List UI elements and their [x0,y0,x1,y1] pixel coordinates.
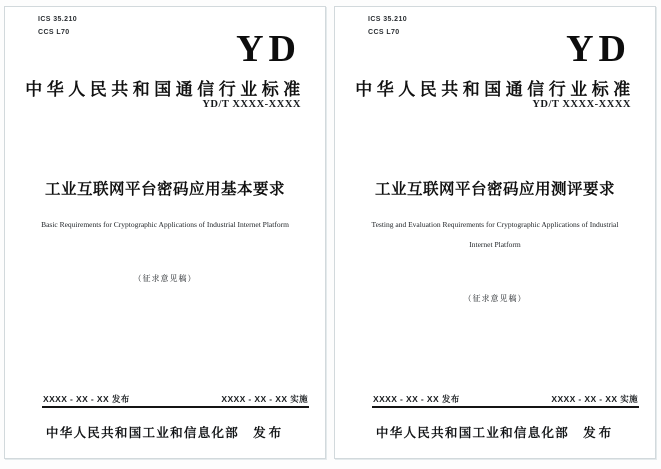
title-english-line-1: Testing and Evaluation Requirements for Cryptographic Applications of Industrial [371,220,619,229]
yd-logo: YD [566,28,631,70]
standard-number: YD/T XXXX-XXXX [202,99,301,110]
title-english-line-1: Basic Requirements for Cryptographic Applications of Industrial Internet Platform [41,220,289,229]
implement-date: XXXX - XX - XX 实施 [221,394,308,404]
draft-note: （征求意见稿） [463,294,527,303]
footer-rule [42,406,309,408]
publish-action-label: 发布 [583,426,615,440]
ccs-code: CCS L70 [38,29,70,36]
standard-cover-page-testing-requirements [334,6,656,459]
standard-name: 中华人民共和国通信行业标准 [25,80,305,99]
ics-code: ICS 35.210 [38,16,78,23]
publisher-name: 中华人民共和国工业和信息化部 [45,426,240,440]
title-english [19,215,311,235]
title-english-line-2: Internet Platform [469,240,521,249]
title-block [19,177,311,284]
date-row [373,393,638,405]
standard-cover-page-basic-requirements [4,6,326,459]
yd-logo: YD [236,28,301,70]
publisher-row [5,423,325,441]
publish-action-label: 发布 [253,426,285,440]
publisher-row [335,423,655,441]
footer-rule [372,406,639,408]
ccs-code: CCS L70 [368,29,400,36]
draft-note: （征求意见稿） [133,274,197,283]
publisher-name: 中华人民共和国工业和信息化部 [375,426,570,440]
issue-date: XXXX - XX - XX 发布 [43,394,130,404]
title-english [349,215,641,255]
title-block [349,177,641,304]
standard-number: YD/T XXXX-XXXX [532,99,631,110]
date-row [43,393,308,405]
ics-code: ICS 35.210 [368,16,408,23]
implement-date: XXXX - XX - XX 实施 [551,394,638,404]
title-chinese: 工业互联网平台密码应用基本要求 [44,181,285,198]
standard-name: 中华人民共和国通信行业标准 [355,80,635,99]
issue-date: XXXX - XX - XX 发布 [373,394,460,404]
title-chinese: 工业互联网平台密码应用测评要求 [374,181,615,198]
